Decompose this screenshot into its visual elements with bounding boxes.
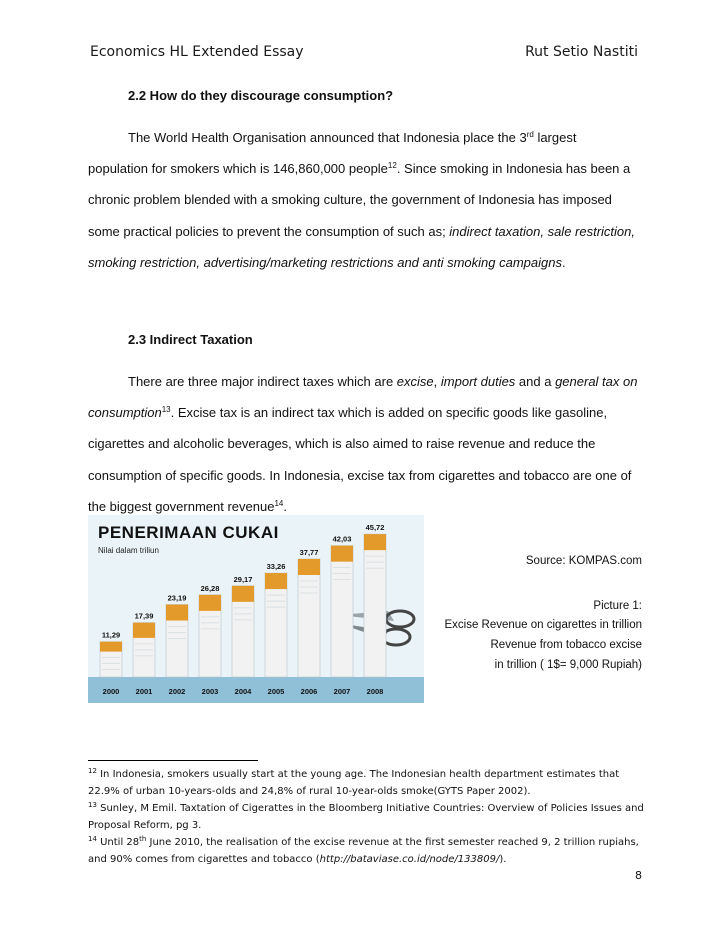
x-tick-2000: 2000: [102, 687, 120, 696]
page-number: 8: [635, 869, 642, 882]
footnote-link[interactable]: http://bataviase.co.id/node/133809/: [319, 854, 500, 865]
caption-line-3: in trillion ( 1$= 9,000 Rupiah): [494, 659, 642, 671]
bar-cigarette-2006: [298, 559, 320, 677]
bar-cigarette-2007: [331, 546, 353, 677]
x-tick-2003: 2003: [201, 687, 219, 696]
data-label-2003: 26,28: [200, 583, 220, 593]
bar-filter-2001: [133, 623, 155, 638]
figure-title: PENERIMAAN CUKAI: [98, 523, 279, 542]
x-tick-2008: 2008: [366, 687, 384, 696]
header-title: Economics HL Extended Essay: [90, 44, 304, 60]
section-2-3-heading: 2.3 Indirect Taxation: [128, 332, 253, 347]
data-label-2000: 11,29: [101, 630, 121, 640]
cigarette-bar-chart: [88, 515, 424, 703]
bar-filter-2000: [100, 642, 122, 652]
x-tick-2006: 2006: [300, 687, 318, 696]
bar-filter-2008: [364, 534, 386, 550]
footnote-12: $^{12}$ In Indonesia, smokers usually start at the young age. The Indonesian health department estimates that 22.9% of urban 10-years-olds and 24,8% of rural 10-year-olds smoke(GYTS Paper 2002).: [88, 767, 620, 797]
data-label-2001: 17,39: [134, 611, 154, 621]
bar-filter-2005: [265, 573, 287, 589]
bar-filter-2006: [298, 559, 320, 575]
footnote-14: $^{14}$ Until 28th June 2010, the realisation of the excise revenue at the first semester reached 9, 2 trillion rupiahs, and 90% comes from cigarettes and tobacco (http://bataviase.co.id/node/133809/).: [88, 835, 639, 865]
data-label-2008: 45,72: [365, 523, 385, 533]
bar-filter-2004: [232, 586, 254, 602]
bar-filter-2002: [166, 605, 188, 621]
section-2-2-paragraph: The World Health Organisation announced that Indonesia place the 3rd largest population for smokers which is 146,860,000 people$^{12}$. Since smoking in Indonesia has been a chronic problem blended with a smoking culture, the government of Indonesia has imposed some practical policies to prevent the consumption of such as; indirect taxation, sale restriction, smoking restriction, advertising/marketing restrictions and anti smoking campaigns.: [88, 130, 635, 270]
x-tick-2002: 2002: [168, 687, 186, 696]
x-tick-2001: 2001: [135, 687, 153, 696]
bar-filter-2007: [331, 546, 353, 562]
data-label-2007: 42,03: [332, 534, 352, 544]
caption-source: Source: KOMPAS.com: [525, 555, 642, 567]
footnote-divider: [88, 760, 258, 761]
header-author: Rut Setio Nastiti: [525, 44, 638, 60]
footnote-13: $^{13}$ Sunley, M Emil. Taxtation of Cigerattes in the Bloomberg Initiative Countries: Overview of Policies Issues and Proposal Reform, pg 3.: [88, 801, 644, 831]
caption-line-1: Excise Revenue on cigarettes in trillion: [444, 619, 642, 631]
x-tick-2007: 2007: [333, 687, 351, 696]
x-tick-2005: 2005: [267, 687, 285, 696]
bar-filter-2003: [199, 595, 221, 611]
data-label-2002: 23,19: [167, 593, 187, 603]
x-tick-2004: 2004: [234, 687, 252, 696]
figure-subtitle: Nilai dalam triliun: [98, 546, 159, 555]
caption-line-2: Revenue from tobacco excise: [490, 639, 642, 651]
section-2-3-paragraph: There are three major indirect taxes which are excise, import duties and a general tax on consumption$^{13}$. Excise tax is an indirect tax which is added on specific goods like gasoline, cigarettes and alcoholic beverages, which is also aimed to raise revenue and reduce the consumption of specific goods. In Indonesia, excise tax from cigarettes and tobacco are one of the biggest government revenue$^{14}$.: [88, 374, 638, 514]
data-label-2006: 37,77: [299, 547, 319, 557]
caption-picture-label: Picture 1:: [593, 600, 642, 612]
data-label-2005: 33,26: [266, 562, 286, 572]
bar-cigarette-2008: [364, 534, 386, 677]
data-label-2004: 29,17: [233, 574, 253, 584]
excise-revenue-figure: [88, 515, 424, 703]
section-2-2-heading: 2.2 How do they discourage consumption?: [128, 88, 394, 103]
